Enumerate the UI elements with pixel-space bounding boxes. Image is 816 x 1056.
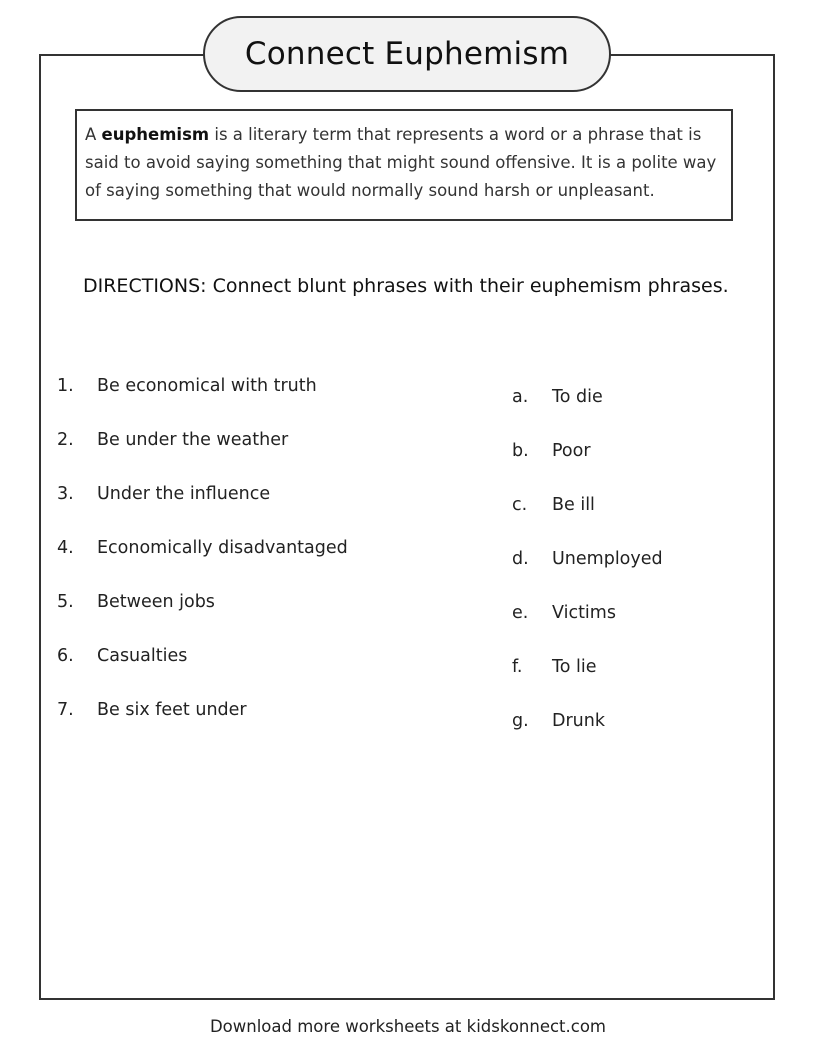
list-item <box>512 657 663 711</box>
item-text: Between jobs <box>97 592 215 612</box>
blunt-phrases-list <box>57 376 348 754</box>
page-title: Connect Euphemism <box>244 36 570 72</box>
list-item <box>57 592 348 646</box>
item-number: 7. <box>57 700 74 720</box>
list-item <box>57 700 348 754</box>
euphemism-phrases-list <box>512 387 663 765</box>
definition-term: euphemism <box>101 125 210 144</box>
item-number: 2. <box>57 430 74 450</box>
list-item <box>512 387 663 441</box>
item-text: Poor <box>552 441 591 461</box>
item-number: 3. <box>57 484 74 504</box>
footer-text: Download more worksheets at kidskonnect.com <box>209 1017 607 1036</box>
list-item <box>57 430 348 484</box>
definition-prefix: A <box>85 125 102 144</box>
item-text: Victims <box>552 603 616 623</box>
list-item <box>512 495 663 549</box>
list-item <box>57 484 348 538</box>
item-text: Drunk <box>552 711 605 731</box>
list-item <box>512 549 663 603</box>
item-text: Economically disadvantaged <box>97 538 348 558</box>
item-letter: g. <box>512 711 529 731</box>
item-number: 1. <box>57 376 74 396</box>
item-letter: d. <box>512 549 529 569</box>
item-text: Be six feet under <box>97 700 247 720</box>
item-letter: b. <box>512 441 529 461</box>
item-letter: e. <box>512 603 529 623</box>
list-item <box>57 538 348 592</box>
item-text: Casualties <box>97 646 188 666</box>
list-item <box>57 376 348 430</box>
item-text: Under the influence <box>97 484 271 504</box>
directions-text: DIRECTIONS: Connect blunt phrases with their euphemism phrases. <box>83 275 729 297</box>
item-text: To lie <box>552 657 597 677</box>
item-text: Be economical with truth <box>97 376 317 396</box>
list-item <box>512 603 663 657</box>
title-banner <box>203 16 611 92</box>
list-item <box>512 441 663 495</box>
item-text: Unemployed <box>552 549 663 569</box>
definition-box <box>75 109 733 221</box>
item-text: Be under the weather <box>97 430 289 450</box>
item-number: 5. <box>57 592 74 612</box>
item-letter: a. <box>512 387 529 407</box>
list-item <box>57 646 348 700</box>
item-text: To die <box>552 387 603 407</box>
item-letter: c. <box>512 495 528 515</box>
definition-text: is a literary term that represents a word or a phrase that is said to avoid saying something that might sound offensive. It is a polite way of saying something that would normally sound harsh or unpleasant. <box>85 125 717 200</box>
item-letter: f. <box>512 657 523 677</box>
list-item <box>512 711 663 765</box>
item-number: 4. <box>57 538 74 558</box>
item-number: 6. <box>57 646 74 666</box>
item-text: Be ill <box>552 495 595 515</box>
